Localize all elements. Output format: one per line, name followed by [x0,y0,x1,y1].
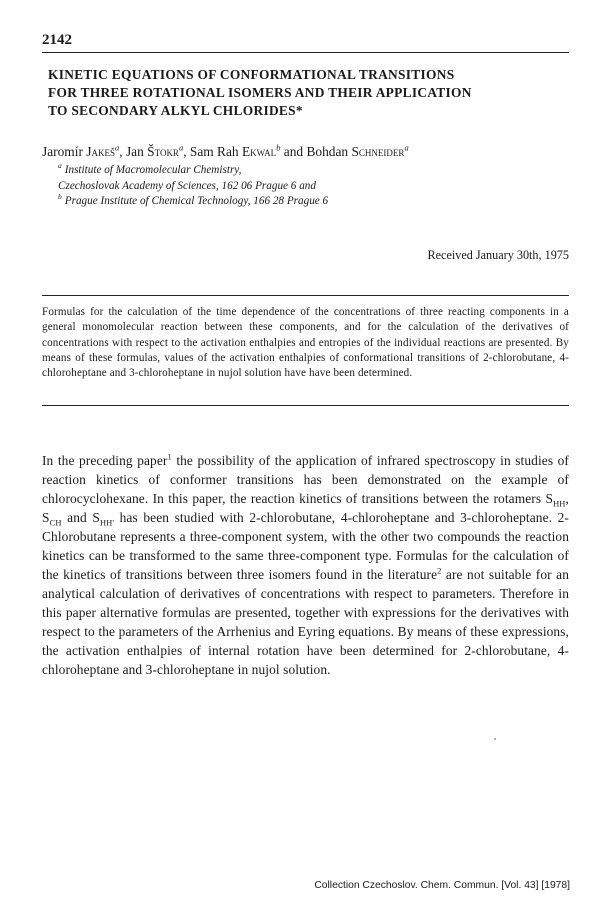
affiliation-text: Czechoslovak Academy of Sciences, 162 06 Prague 6 and [58,179,316,192]
page-number: 2142 [42,32,72,48]
author-last-name: Štokr [147,144,179,159]
title-line: TO SECONDARY ALKYL CHLORIDES* [48,103,303,118]
reference-marker: 2 [437,565,442,576]
affiliation-marker: b [276,142,281,153]
article-title [48,66,563,120]
affiliations [58,163,558,210]
author-separator: and [280,144,307,159]
rotamer-symbol [42,510,62,528]
rotamer-symbol [92,510,115,528]
author-separator: , [119,144,126,159]
body-text-run: are not suitable for an analytical calculation of derivatives of concentrations with respect to parameters. Therefore in this paper alternative formulas are presented, together with expressions for the derivatives with respect to the parameters of the Arrhenius and Eyring equations. By means of these expressions, the activation enthalpies of internal rotation have been determined for 2-chlorobutane, 4-chloroheptane and 3-chloroheptane in nujol solution. [42,567,569,677]
author-last-name: Schneider [351,144,405,159]
rotamer-subscript: HH [553,498,566,509]
affiliation-text: Institute of Macromolecular Chemistry, [64,164,242,176]
body-paragraph [42,451,569,679]
affiliation-marker: a [114,142,120,153]
author-separator: , [183,144,190,159]
body-text-run: , [565,491,569,506]
affiliation-marker: a [404,142,409,153]
journal-footer: Collection Czechoslov. Chem. Commun. [Vol. 43] [1978] [314,880,570,891]
rotamer-letter: S [42,510,50,525]
affiliation-marker: b [58,192,62,202]
abstract-rule-top [42,295,569,296]
title-line: KINETIC EQUATIONS OF CONFORMATIONAL TRANSITIONS [48,67,455,82]
abstract-rule-bottom [42,405,569,406]
affiliation-marker: a [58,161,62,171]
affiliation-text: Prague Institute of Chemical Technology, 166 28 Prague 6 [64,195,329,207]
affiliation-marker: a [178,142,184,153]
author-last-name: Ekwal [242,144,277,159]
body-text-run: has been studied with 2-chlorobutane, 4-chloroheptane and 3-chloroheptane. 2-Chlorobutane represents a three-component system, with the other two compounds the reaction kinetics can be transformed to the same three-component type. Formulas for the calculation of the kinetics of transitions between three isomers found in the literature [42,510,569,582]
author-first-name: Sam Rah [189,144,239,159]
rotamer-letter: S [545,491,554,506]
title-line: FOR THREE ROTATIONAL ISOMERS AND THEIR APPLICATION [48,85,472,100]
author-first-name: Jan [125,144,144,159]
author-list [42,143,569,160]
reference-marker: 1 [167,451,172,462]
rotamer-letter: S [92,510,100,525]
rotamer-subscript: CH [49,517,62,528]
print-speck [494,738,496,740]
body-text-run: and [61,510,93,525]
affiliation-b-line-1 [58,194,558,210]
header-rule [42,52,569,53]
author-first-name: Jaromír [42,144,83,159]
author-first-name: Bohdan [306,144,349,159]
author-last-name: Jakeš [86,144,115,159]
rotamer-subscript: HH' [99,517,115,528]
received-date: Received January 30th, 1975 [427,248,569,262]
body-text-run: In the preceding paper [42,453,168,468]
rotamer-symbol [545,491,566,509]
affiliation-a-line-2 [58,179,558,195]
affiliation-a-line-1 [58,163,558,179]
abstract: Formulas for the calculation of the time dependence of the concentrations of three reacting components in a general monomolecular reaction between these components, and for the calculation of the derivatives of concentrations with respect to the activation enthalpies and entropies of the individual reactions are presented. By means of these formulas, values of the activation enthalpies of conformational transitions of 2-chlorobutane, 4-chloroheptane and 3-chloroheptane in nujol solution have have been determined. [42,306,569,380]
body-text-run: the possibility of the application of infrared spectroscopy in studies of reaction kinetics of conformer transitions has been demonstrated on the example of chlorocyclohexane. In this paper, the reaction kinetics of transitions between the rotamers [42,453,569,506]
